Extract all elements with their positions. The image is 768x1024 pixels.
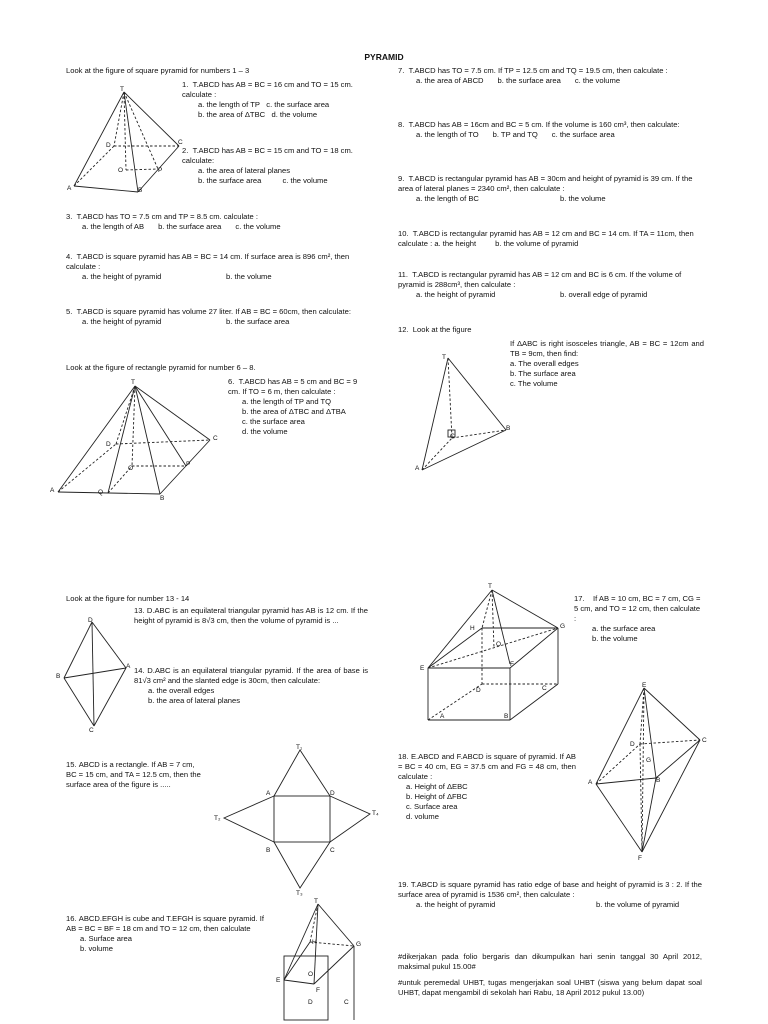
question-1: 1. T.ABCD has AB = BC = 16 cm and TO = 15 cm. calculate : a. the length of TP c. the surface area b. the area of ΔTBC d. the volume [182, 80, 353, 119]
double-pyramid-figure [588, 682, 708, 864]
question-10: 10. T.ABCD is rectangular pyramid has AB = 12 cm and BC = 14 cm. If TA = 11cm, then calculate : a. the height b. the volume of pyramid [398, 229, 694, 248]
svg-text:B: B [656, 777, 661, 784]
svg-text:T: T [314, 898, 318, 905]
cuboid-with-pyramid-figure [420, 580, 570, 726]
question-16: 16. ABCD.EFGH is cube and T.EFGH is square pyramid. If AB = BC = BF = 18 cm and TO = 12 cm, then calculate a. Surface area b. volume [66, 914, 264, 953]
svg-text:O: O [496, 641, 502, 648]
svg-text:A: A [50, 487, 55, 494]
svg-text:H: H [470, 625, 475, 632]
svg-text:G: G [646, 757, 652, 764]
svg-text:H: H [312, 939, 317, 946]
svg-text:D: D [88, 617, 93, 624]
svg-text:Q: Q [98, 489, 104, 496]
svg-text:C: C [89, 727, 94, 734]
note-submission: #dikerjakan pada folio bergaris dan dikumpulkan hari senin tanggal 30 April 2012, maksimal pukul 15.00# [398, 952, 702, 971]
svg-text:B: B [266, 847, 271, 854]
svg-text:F: F [316, 987, 320, 994]
question-11: 11. T.ABCD is rectangular pyramid has AB = 12 cm and BC is 6 cm. If the volume of pyramid is 288cm³, then calculate : a. the height of pyramid b. overall edge of pyramid [398, 270, 682, 299]
svg-text:E: E [642, 682, 647, 689]
pyramid-net-figure [212, 742, 382, 896]
svg-text:O: O [128, 465, 134, 472]
question-7: 7. T.ABCD has TO = 7.5 cm. If TP = 12.5 cm and TQ = 19.5 cm, then calculate : a. the area of ABCD b. the surface area c. the volume [398, 66, 668, 85]
question-8: 8. T.ABCD has AB = 16cm and BC = 5 cm. If the volume is 160 cm³, then calculate: a. the length of TO b. TP and TQ c. the surface area [398, 120, 680, 139]
svg-text:G: G [560, 623, 566, 630]
question-9: 9. T.ABCD is rectangular pyramid has AB = 30cm and height of pyramid is 39 cm. If the area of lateral planes = 2340 cm², then calculate : a. the length of BC b. the volume [398, 174, 693, 203]
svg-text:C: C [702, 737, 707, 744]
svg-text:T: T [131, 379, 135, 386]
svg-text:C: C [213, 435, 218, 442]
svg-text:T₂: T₂ [214, 815, 221, 822]
svg-text:B: B [504, 713, 509, 720]
svg-text:C: C [450, 433, 455, 440]
svg-text:P: P [186, 461, 191, 468]
svg-text:D: D [630, 741, 635, 748]
svg-text:B: B [160, 495, 165, 502]
svg-text:G: G [356, 941, 362, 948]
svg-text:F: F [510, 661, 514, 668]
svg-text:A: A [126, 663, 131, 670]
question-2: 2. T.ABCD has AB = BC = 15 cm and TO = 18 cm. calculate: a. the area of lateral planes b. the surface area c. the volume [182, 146, 353, 185]
svg-text:T: T [488, 583, 492, 590]
rectangle-pyramid-figure [50, 376, 230, 500]
question-4: 4. T.ABCD is square pyramid has AB = BC = 14 cm. If surface area is 896 cm², then calculate : a. the height of pyramid b. the volume [66, 252, 350, 281]
square-pyramid-figure-1 [64, 84, 184, 204]
question-17: 17. If AB = 10 cm, BC = 7 cm, CG = 5 cm, and TO = 12 cm, then calculate : a. the surface area b. the volume [574, 594, 701, 643]
label-C: C [178, 139, 183, 146]
svg-text:T₄: T₄ [372, 810, 379, 817]
svg-text:B: B [56, 673, 61, 680]
svg-text:D: D [308, 999, 313, 1006]
label-D: D [106, 142, 111, 149]
question-12: 12. Look at the figure [398, 325, 472, 334]
svg-text:A: A [440, 713, 445, 720]
svg-text:E: E [420, 665, 425, 672]
svg-text:O: O [308, 971, 314, 978]
question-13: 13. D.ABC is an equilateral triangular pyramid has AB is 12 cm. If the height of pyramid is 8√3 cm, then the volume of pyramid is ... [134, 606, 368, 625]
svg-text:A: A [415, 465, 420, 472]
label-B: B [138, 187, 143, 194]
label-T: T [120, 86, 124, 93]
label-P: P [158, 167, 163, 174]
svg-text:T₃: T₃ [296, 890, 303, 897]
question-14: 14. D.ABC is an equilateral triangular pyramid. If the area of base is 81√3 cm² and the slanted edge is 30cm, then calculate: a. the overall edges b. the area of lateral planes [134, 666, 368, 705]
svg-text:A: A [588, 779, 593, 786]
svg-text:B: B [506, 425, 511, 432]
intro-1-3: Look at the figure of square pyramid for numbers 1 – 3 [66, 66, 250, 75]
svg-text:A: A [266, 790, 271, 797]
cube-with-pyramid-figure-small [274, 896, 370, 1020]
svg-text:E: E [276, 977, 281, 984]
svg-text:T₁: T₁ [296, 744, 303, 751]
intro-13-14: Look at the figure for number 13 - 14 [66, 594, 190, 603]
intro-6-8: Look at the figure of rectangle pyramid for number 6 – 8. [66, 363, 256, 372]
triangular-pyramid-figure [56, 614, 136, 736]
page-title: PYRAMID [364, 52, 404, 62]
svg-text:C: C [330, 847, 335, 854]
question-3: 3. T.ABCD has TO = 7.5 cm and TP = 8.5 cm. calculate : a. the length of AB b. the surface area c. the volume [66, 212, 281, 231]
svg-text:D: D [106, 441, 111, 448]
question-15: 15. ABCD is a rectangle. If AB = 7 cm, BC = 15 cm, and TA = 12.5 cm, then the surface area of the figure is ..... [66, 760, 201, 789]
svg-text:D: D [476, 687, 481, 694]
question-19: 19. T.ABCD is square pyramid has ratio edge of base and height of pyramid is 3 : 2. If the surface area of pyramid is 1536 cm², then calculate : a. the height of pyramid b. the volume of pyramid [398, 880, 702, 909]
label-A: A [67, 185, 72, 192]
svg-text:C: C [542, 685, 547, 692]
question-12-details: If ΔABC is right isosceles triangle, AB = BC = 12cm and TB = 9cm, then find: a. The overall edges b. The surface area c. The volume [510, 339, 704, 388]
svg-text:F: F [638, 855, 642, 862]
svg-text:T: T [442, 354, 446, 361]
question-18: 18. E.ABCD and F.ABCD is square of pyramid. If AB = BC = 40 cm, EG = 37.5 cm and FG = 48 cm, then calculate : a. Height of ΔEBC b. Height of ΔFBC c. Surface area d. volume [398, 752, 576, 821]
question-6: 6. T.ABCD has AB = 5 cm and BC = 9 cm. If TO = 6 m, then calculate : a. the length of TP and TQ b. the area of ΔTBC and ΔTBA c. the surface area d. the volume [228, 377, 358, 436]
question-5: 5. T.ABCD is square pyramid has volume 27 liter. If AB = BC = 60cm, then calculate: a. the height of pyramid b. the surface area [66, 307, 351, 326]
svg-text:C: C [344, 999, 349, 1006]
label-O: O [118, 167, 124, 174]
svg-text:D: D [330, 790, 335, 797]
right-triangle-pyramid-figure [408, 350, 518, 476]
note-remedial: #untuk peremedal UHBT, tugas mengerjakan soal UHBT (siswa yang belum dapat soal UHBT, dapat mengambil di sekolah hari Rabu, 18 April 2012 pukul 13.00) [398, 978, 702, 997]
